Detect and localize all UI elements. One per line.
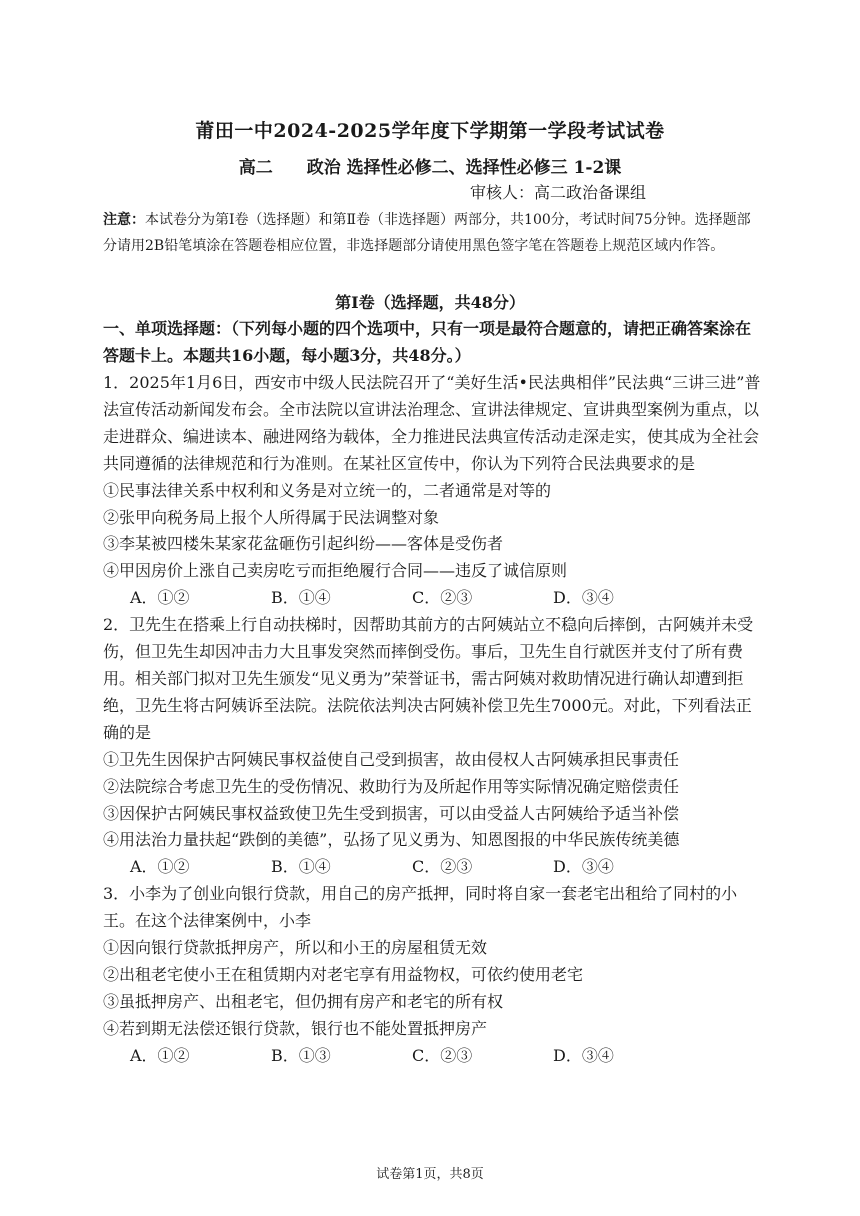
notice-label: 注意： (103, 212, 145, 228)
exam-subtitle (0, 153, 860, 178)
choice-c: C．②③ (412, 857, 473, 877)
statement-item: ①因向银行贷款抵押房产，所以和小王的房屋租赁无效 (103, 938, 488, 958)
answer-choices (103, 854, 763, 881)
answer-choices (103, 1043, 763, 1070)
statement-item: ④若到期无法偿还银行贷款，银行也不能处置抵押房产 (103, 1018, 488, 1038)
statement-item: ④用法治力量扶起“跌倒的美德”，弘扬了见义勇为、知恩图报的中华民族传统美德 (103, 830, 680, 850)
statement-item: ②张甲向税务局上报个人所得属于民法调整对象 (103, 507, 440, 527)
statement-item: ④甲因房价上涨自己卖房吃亏而拒绝履行合同——违反了诚信原则 (103, 561, 568, 581)
choice-d: D．③④ (553, 588, 614, 608)
statement-item: ②法院综合考虑卫先生的受伤情况、救助行为及所起作用等实际情况确定赔偿责任 (103, 776, 680, 796)
choice-d: D．③④ (553, 1045, 614, 1065)
choice-b: B．①③ (271, 1045, 331, 1065)
reviewer-line: 审核人：高二政治备课组 (470, 183, 647, 202)
question-2 (103, 612, 763, 881)
statement-item: ③因保护古阿姨民事权益致使卫先生受到损害，可以由受益人古阿姨给予适当补偿 (103, 803, 680, 823)
subject-label: 政治 选择性必修二、选择性必修三 1-2课 (306, 158, 622, 178)
choice-a: A．①② (130, 857, 190, 877)
notice-text: 本试卷分为第Ⅰ卷（选择题）和第Ⅱ卷（非选择题）两部分，共100分，考试时间75分钟。选择题部分请用2B铅笔填涂在答题卷相应位置，非选择题部分请使用黑色签字笔在答题卷上规范区域内作答。 (103, 212, 751, 254)
choice-a: A．①② (130, 588, 190, 608)
choice-d: D．③④ (553, 857, 614, 877)
part1-heading: 第Ⅰ卷（选择题，共48分） (335, 293, 525, 312)
statement-item: ③李某被四楼朱某家花盆砸伤引起纠纷——客体是受伤者 (103, 534, 504, 554)
question-1 (103, 370, 763, 612)
choice-a: A．①② (130, 1045, 190, 1065)
statement-item: ②出租老宅使小王在租赁期内对老宅享有用益物权，可依约使用老宅 (103, 964, 584, 984)
notice-paragraph (103, 207, 763, 259)
statement-item: ③虽抵押房产、出租老宅，但仍拥有房产和老宅的所有权 (103, 991, 504, 1011)
exam-title: 莆田一中2024-2025学年度下学期第一学段考试试卷 (195, 120, 665, 142)
question-stem: 2．卫先生在搭乘上行自动扶梯时，因帮助其前方的古阿姨站立不稳向后摔倒，古阿姨并未受伤，但卫先生却因冲击力大且事发突然而摔倒受伤。事后，卫先生自行就医并支付了所有费用。相关部门拟对卫先生颁发“见义勇为”荣誉证书，需古阿姨对救助情况进行确认却遭到拒绝，卫先生将古阿姨诉至法院。法院依法判决古阿姨补偿卫先生7000元。对此，下列看法正确的是 (103, 615, 754, 742)
question-stem: 1．2025年1月6日，西安市中级人民法院召开了“美好生活•民法典相伴”民法典“三讲三进”普法宣传活动新闻发布会。全市法院以宣讲法治理念、宣讲法律规定、宣讲典型案例为重点，以走进群众、编进读本、融进网络为载体，全力推进民法典宣传活动走深走实，使其成为全社会共同遵循的法律规范和行为准则。在某社区宣传中，你认为下列符合民法典要求的是 (103, 373, 761, 473)
questions-body (103, 370, 763, 1070)
grade-label: 高二 (238, 158, 273, 178)
statement-item: ①民事法律关系中权利和义务是对立统一的，二者通常是对等的 (103, 480, 552, 500)
choice-b: B．①④ (271, 588, 331, 608)
question-stem: 3．小李为了创业向银行贷款，用自己的房产抵押，同时将自家一套老宅出租给了同村的小王。在这个法律案例中，小李 (103, 884, 738, 931)
choice-c: C．②③ (412, 1045, 473, 1065)
question-3 (103, 881, 763, 1069)
answer-choices (103, 585, 763, 612)
statement-item: ①卫先生因保护古阿姨民事权益使自己受到损害，故由侵权人古阿姨承担民事责任 (103, 749, 680, 769)
section1-heading: 一、单项选择题：（下列每小题的四个选项中，只有一项是最符合题意的，请把正确答案涂在答题卡上。本题共16小题，每小题3分，共48分。） (103, 319, 752, 365)
page-footer: 试卷第1页，共8页 (376, 1167, 484, 1182)
choice-b: B．①④ (271, 857, 331, 877)
choice-c: C．②③ (412, 588, 473, 608)
